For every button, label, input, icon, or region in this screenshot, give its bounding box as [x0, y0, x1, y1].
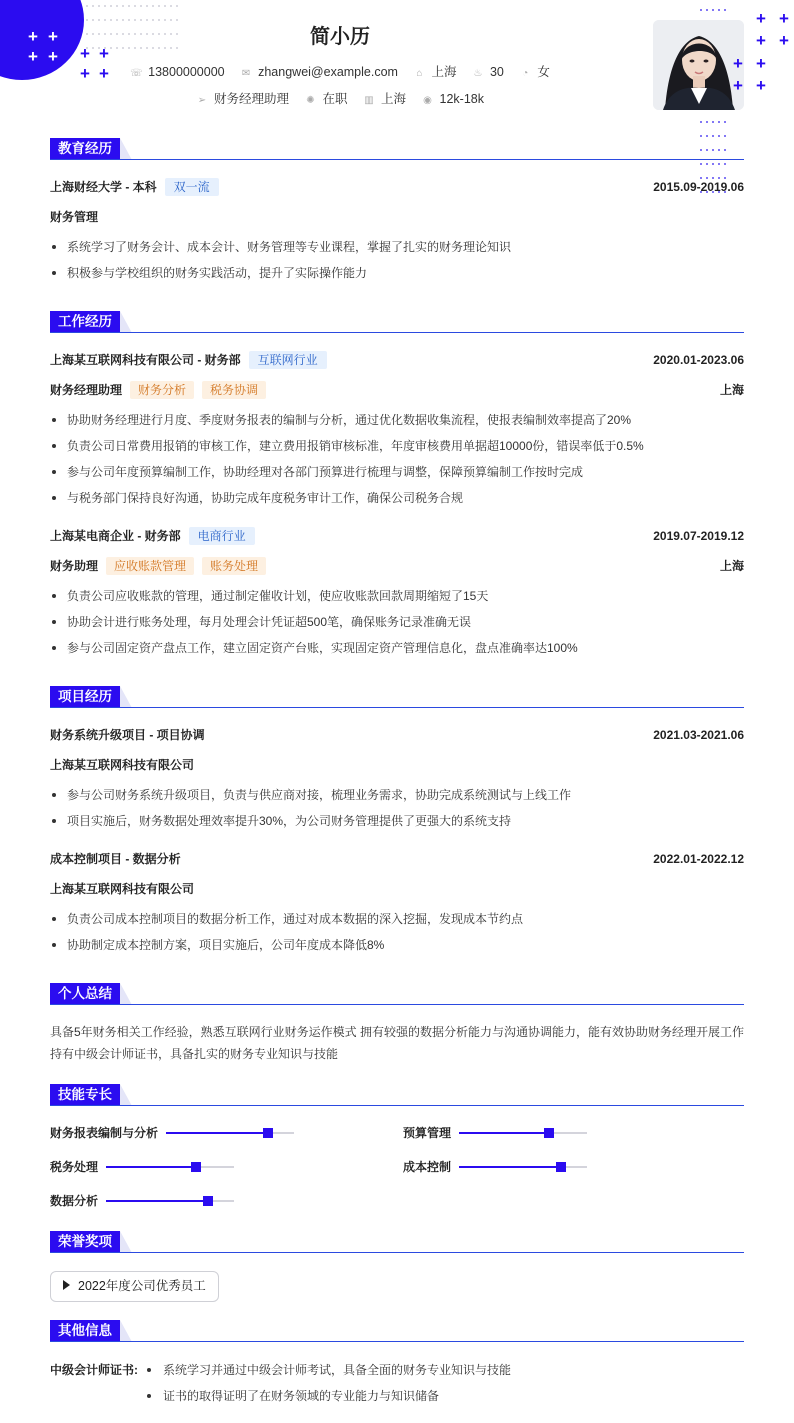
city-text: 上海: [431, 65, 457, 79]
decorative-dot: [98, 5, 100, 7]
section-title: 荣誉奖项: [50, 1231, 120, 1253]
decorative-plus-icon: +: [733, 54, 743, 73]
age-info: [472, 65, 504, 79]
skill-name: 预算管理: [403, 1126, 452, 1140]
list-item: 参与公司固定资产盘点工作，建立固定资产台账，实现固定资产管理信息化，盘点准确率达100%: [50, 638, 744, 658]
skill-item: [403, 1123, 451, 1143]
skill-tag-badge: 账务处理: [202, 557, 266, 575]
decorative-dot: [724, 121, 726, 123]
play-triangle-icon: [63, 1280, 70, 1290]
award-item[interactable]: [50, 1271, 219, 1302]
skill-name: 税务处理: [50, 1160, 99, 1174]
skill-name: 成本控制: [403, 1160, 452, 1174]
phone-info: [130, 65, 224, 79]
decorative-plus-icon: +: [779, 9, 789, 28]
decorative-plus-icon: +: [99, 64, 109, 83]
job-role: 财务助理: [50, 559, 99, 573]
award-title: 2022年度公司优秀员工: [78, 1279, 206, 1293]
decorative-dot: [712, 9, 714, 11]
decorative-dot: [712, 135, 714, 137]
decorative-dot: [170, 5, 172, 7]
skill-level-bar: [459, 1132, 587, 1134]
decorative-dot: [700, 9, 702, 11]
decorative-plus-icon: +: [48, 27, 58, 46]
section-title: 项目经历: [50, 686, 120, 708]
summary-text: 具备5年财务相关工作经验，熟悉互联网行业财务运作模式 拥有较强的数据分析能力与沟通协调能力，能有效协助财务经理开展工作 持有中级会计师证书，具备扎实的财务专业知识与技能: [50, 1025, 745, 1061]
skill-level-knob: [544, 1128, 554, 1138]
skill-level-fill: [166, 1132, 268, 1134]
decorative-dot: [718, 135, 720, 137]
target-city-text: 上海: [381, 92, 407, 106]
skill-level-knob: [556, 1162, 566, 1172]
skill-level-knob: [191, 1162, 201, 1172]
salary-info: [422, 92, 484, 106]
skill-level-knob: [203, 1196, 213, 1206]
decorative-dot: [86, 5, 88, 7]
decorative-dot: [724, 135, 726, 137]
skill-level-bar: [459, 1166, 587, 1168]
decorative-dot: [92, 5, 94, 7]
job-intent-row: [0, 89, 680, 107]
list-item: 负责公司日常费用报销的审核工作，建立费用报销审核标准，年度审核费用单据超10000份，错误率低于0.5%: [50, 436, 744, 456]
list-item: 证书的取得证明了在财务领域的专业能力与知识储备: [146, 1386, 439, 1406]
decorative-plus-icon: +: [80, 44, 90, 63]
skill-tag-badge: 财务分析: [130, 381, 194, 399]
decorative-plus-icon: +: [80, 64, 90, 83]
decorative-plus-icon: +: [779, 31, 789, 50]
decorative-dot: [718, 9, 720, 11]
section-divider: [50, 707, 744, 708]
list-item: 积极参与学校组织的财务实践活动，提升了实际操作能力: [50, 263, 744, 283]
section-tail: [120, 983, 132, 1005]
section-tail: [120, 1084, 132, 1106]
gender-info: [519, 62, 550, 80]
major: 财务管理: [50, 210, 99, 224]
work-location: 上海: [719, 383, 744, 397]
list-item: 负责公司应收账款的管理，通过制定催收计划，使应收账款回款周期缩短了15天: [50, 586, 744, 606]
section-divider: [50, 159, 744, 160]
list-item: 项目实施后，财务数据处理效率提升30%，为公司财务管理提供了更强大的系统支持: [50, 811, 744, 831]
phone-text: 13800000000: [148, 65, 225, 79]
mail-icon: ✉: [241, 68, 251, 79]
list-item: 参与公司财务系统升级项目，负责与供应商对接，梳理业务需求，协助完成系统测试与上线工作: [50, 785, 744, 805]
section-tail: [120, 686, 132, 708]
city-info: [413, 62, 456, 80]
section-work: [50, 311, 744, 333]
list-item: 协助制定成本控制方案，项目实施后，公司年度成本降低8%: [50, 935, 744, 955]
section-title: 工作经历: [50, 311, 120, 333]
list-item: 参与公司年度预算编制工作，协助经理对各部门预算进行梳理与调整，保障预算编制工作按时完成: [50, 462, 744, 482]
section-title: 技能专长: [50, 1084, 120, 1106]
decorative-dot: [152, 5, 154, 7]
project-org: 上海某互联网科技有限公司: [50, 882, 195, 896]
section-tail: [120, 1320, 132, 1342]
section-tail: [120, 138, 132, 160]
skill-level-knob: [263, 1128, 273, 1138]
status-info: [305, 89, 348, 107]
portrait-illustration: [653, 20, 744, 110]
status-text: 在职: [322, 92, 348, 106]
project-org-row: [50, 755, 744, 775]
skill-level-fill: [459, 1166, 561, 1168]
list-item: 协助会计进行账务处理，每月处理会计凭证超500笔，确保账务记录准确无误: [50, 612, 744, 632]
list-item: 与税务部门保持良好沟通，协助完成年度税务审计工作，确保公司税务合规: [50, 488, 744, 508]
decorative-dot: [122, 5, 124, 7]
decorative-plus-icon: +: [28, 47, 38, 66]
list-item: 系统学习了财务会计、成本会计、财务管理等专业课程，掌握了扎实的财务理论知识: [50, 237, 744, 257]
job-target-info: [196, 89, 289, 107]
education-period: 2015.09-2019.06: [653, 180, 744, 194]
work-period: 2019.07-2019.12: [653, 529, 744, 543]
decorative-dot: [700, 163, 702, 165]
skill-level-fill: [106, 1200, 208, 1202]
home-icon: ⌂: [416, 68, 423, 79]
company-name: 上海某互联网科技有限公司 - 财务部: [50, 353, 241, 367]
age-text: 30: [489, 65, 504, 79]
work-role-row: [50, 556, 744, 576]
section-education: [50, 138, 744, 160]
section-divider: [50, 1341, 744, 1342]
section-title: 个人总结: [50, 983, 120, 1005]
decorative-dot: [700, 135, 702, 137]
decorative-dot: [706, 121, 708, 123]
section-divider: [50, 1252, 744, 1253]
section-skills: [50, 1084, 744, 1106]
project-org: 上海某互联网科技有限公司: [50, 758, 195, 772]
decorative-plus-icon: +: [756, 9, 766, 28]
decorative-plus-icon: +: [756, 54, 766, 73]
decorative-plus-icon: +: [756, 31, 766, 50]
section-divider: [50, 1004, 744, 1005]
decorative-dot: [110, 5, 112, 7]
section-title: 教育经历: [50, 138, 120, 160]
target-city-info: [363, 89, 406, 107]
work-location: 上海: [719, 559, 744, 573]
decorative-dot: [128, 5, 130, 7]
decorative-dot: [164, 5, 166, 7]
list-item: 系统学习并通过中级会计师考试，具备全面的财务专业知识与技能: [146, 1360, 511, 1380]
decorative-plus-icon: +: [733, 76, 743, 95]
project-title: 财务系统升级项目 - 项目协调: [50, 728, 205, 742]
project-title: 成本控制项目 - 数据分析: [50, 852, 181, 866]
skill-level-bar: [166, 1132, 294, 1134]
decorative-dot: [706, 163, 708, 165]
skill-item: [50, 1123, 158, 1143]
cake-icon: ♨: [473, 68, 483, 79]
send-icon: ➢: [197, 95, 207, 106]
section-title: 其他信息: [50, 1320, 120, 1342]
list-item: 负责公司成本控制项目的数据分析工作，通过对成本数据的深入挖掘，发现成本节约点: [50, 909, 744, 929]
school-tag-badge: 双一流: [165, 178, 219, 196]
gender-icon: ◔: [522, 68, 529, 79]
section-honors: [50, 1231, 744, 1253]
education-major-row: [50, 207, 744, 227]
project-header: [50, 849, 744, 869]
decorative-dot: [146, 5, 148, 7]
section-other: [50, 1320, 744, 1342]
decorative-dot: [724, 163, 726, 165]
industry-badge: 电商行业: [189, 527, 255, 545]
project-org-row: [50, 879, 744, 899]
job-role: 财务经理助理: [50, 383, 123, 397]
email-text: zhangwei@example.com: [258, 65, 398, 79]
skill-item: [403, 1157, 451, 1177]
list-item: 协助财务经理进行月度、季度财务报表的编制与分析，通过优化数据收集流程，使报表编制效率提高了20%: [50, 410, 744, 430]
school-name: 上海财经大学 - 本科: [50, 180, 157, 194]
certificate-label: 中级会计师证书:: [50, 1363, 138, 1377]
project-period: 2022.01-2022.12: [653, 852, 744, 866]
decorative-dot: [712, 163, 714, 165]
salary-text: 12k-18k: [439, 92, 484, 106]
skill-tag-badge: 应收账款管理: [106, 557, 194, 575]
email-info: [240, 65, 398, 79]
project-header: [50, 725, 744, 745]
skill-level-fill: [106, 1166, 196, 1168]
decorative-dot: [140, 5, 142, 7]
decorative-dot: [158, 5, 160, 7]
work-period: 2020.01-2023.06: [653, 353, 744, 367]
building-icon: ▥: [364, 95, 374, 106]
decorative-dot: [706, 135, 708, 137]
skill-name: 数据分析: [50, 1194, 99, 1208]
education-header: [50, 177, 744, 197]
decorative-dot: [718, 163, 720, 165]
status-icon: ✺: [306, 95, 315, 106]
skill-tag-badge: 税务协调: [202, 381, 266, 399]
project-period: 2021.03-2021.06: [653, 728, 744, 742]
profile-photo: [653, 20, 744, 110]
decorative-plus-icon: +: [99, 44, 109, 63]
company-name: 上海某电商企业 - 财务部: [50, 529, 181, 543]
decorative-dot: [116, 5, 118, 7]
section-tail: [120, 311, 132, 333]
decorative-dot: [700, 121, 702, 123]
decorative-dot: [724, 9, 726, 11]
skill-level-bar: [106, 1200, 234, 1202]
work-header: [50, 526, 744, 546]
decorative-dot: [718, 121, 720, 123]
section-divider: [50, 332, 744, 333]
gender-text: 女: [537, 65, 550, 79]
decorative-dot: [706, 9, 708, 11]
candidate-name: 简小历: [310, 26, 370, 48]
skill-item: [50, 1191, 98, 1211]
industry-badge: 互联网行业: [249, 351, 327, 369]
contact-row: [0, 62, 680, 83]
money-icon: ◉: [423, 95, 432, 106]
decorative-plus-icon: +: [756, 76, 766, 95]
skill-level-fill: [459, 1132, 549, 1134]
work-header: [50, 350, 744, 370]
section-tail: [120, 1231, 132, 1253]
work-role-row: [50, 380, 744, 400]
section-summary: [50, 983, 744, 1005]
decorative-dot: [104, 5, 106, 7]
phone-icon: ☏: [130, 68, 143, 79]
decorative-plus-icon: +: [48, 47, 58, 66]
section-divider: [50, 1105, 744, 1106]
decorative-dot: [712, 121, 714, 123]
decorative-dot: [134, 5, 136, 7]
skill-item: [50, 1157, 98, 1177]
job-target-text: 财务经理助理: [214, 92, 290, 106]
decorative-plus-icon: +: [28, 27, 38, 46]
decorative-dot: [176, 5, 178, 7]
skill-level-bar: [106, 1166, 234, 1168]
skill-name: 财务报表编制与分析: [50, 1126, 159, 1140]
section-projects: [50, 686, 744, 708]
